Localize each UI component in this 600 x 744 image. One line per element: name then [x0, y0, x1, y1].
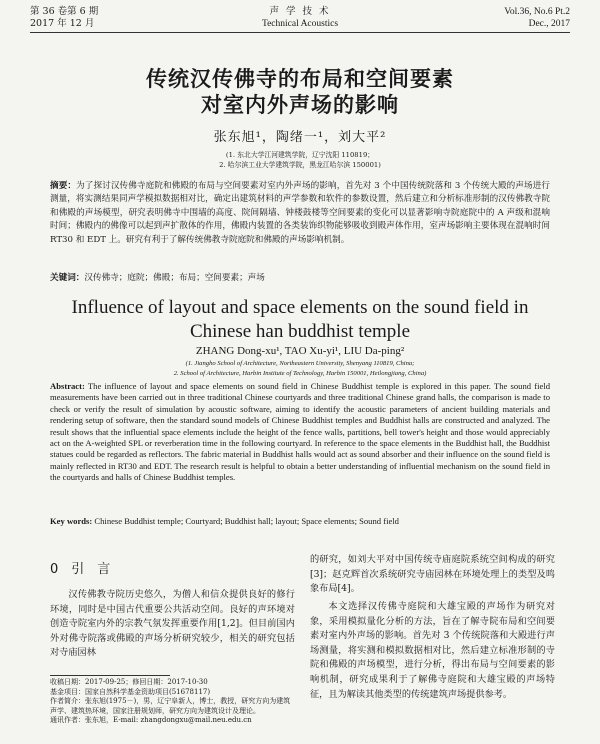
journal-title-cn: 声 学 技 术 [269, 6, 331, 17]
abstract-en-text: The influence of layout and space elements on sound field in Chinese Buddhist temple is explored in this paper. The sound field measurements have been carried out in three traditional Chinese courtyards and three traditional Chinese grand halls, the comparison is made to check or verify the result of simulation by acoustic software, aiming to identify the acoustic parameters of ancient building materials and rendering setup of software, then the standard sound models of Chinese Buddhist temples and Buddhist halls are constructed and analyzed. The result shows that the influential space elements include the height of the fence walls, partitions, bell tower's height and those would appreciably act on the A-weighted SPL or reverberation time in the following courtyard. In reference to the space elements in the Buddhist hall, the Buddhist statues could be regarded as reflectors. The fabric material in Buddhist halls would act as sound absorber and their influence on the sound field is mainly reflected in RT30 and EDT. The research result is helpful to obtain a better understanding of influential mechanism on the sound field in the courtyards and halls of Chinese Buddhist temples. [50, 381, 551, 483]
issue-date: 2017 年 12 月 [30, 18, 95, 29]
title-cn-line2: 对室内外声场的影响 [201, 93, 399, 117]
paper-title-en [0, 296, 600, 344]
intro-paragraph-right-1: 的研究，如刘大平对中国传统寺庙庭院系统空间构成的研究[3]；赵克辉首次系统研究寺庙园林在环境处理上的类型及鸣象布局[4]。 [310, 554, 555, 595]
authors-cn: 张东旭¹，陶绪一¹，刘大平² [213, 130, 387, 145]
date-en: Dec., 2017 [528, 19, 570, 29]
affiliations-cn [0, 150, 600, 170]
keywords-en-text: Chinese Buddhist temple; Courtyard; Buddhist hall; layout; Space elements; Sound field [94, 516, 399, 526]
issue-volume: 第 36 卷第 6 期 [30, 6, 99, 17]
intro-paragraph-right-2: 本文选择汉传佛寺庭院和大雄宝殿的声场作为研究对象，采用模拟量化分析的方法，旨在了解寺院布局和空间要素对室内外声场的影响。首先对 3 个传统院落和大殿进行声场测量，将实测和模拟数据相对比，然后建立标准形制的寺院和佛殿的声场模型，进行分析，得出布局与空间要素的影响机制，研究成果利于了解佛寺庭院和大雄宝殿的声场特征，且为解读其他类型的传统建筑声场提供参考。 [310, 601, 555, 700]
footnote-corresponding-author: 通讯作者：张东旭，E-mail: zhangdongxu@mail.neu.edu.cn [50, 716, 252, 725]
title-en-line2: Chinese han buddhist temple [189, 321, 411, 342]
affiliation-cn-1: (1. 东北大学江河建筑学院，辽宁沈阳 110819； [225, 151, 375, 159]
affiliation-en-1: (1. Jiangho School of Architecture, Northeastern University, Shenyang 110819, China; [185, 360, 415, 367]
section-heading-introduction: 0 引 言 [50, 562, 111, 577]
affiliation-en-2: 2. School of Architecture, Harbin Institute of Technology, Harbin 150001, Heilongjiang, China) [173, 369, 427, 377]
footnote-received: 收稿日期：2017-09-25；修回日期：2017-10-30 [50, 678, 208, 686]
abstract-cn-text: 为了探讨汉传佛寺庭院和佛殿的布局与空间要素对室内外声场的影响，首先对 3 个中国传统院落和 3 个传统大殿的声场进行测量，将实测结果同声学模拟数据相对比，确定出建筑材料的声学参数和软件的参数设置，然后建立和分析标准形制的汉传佛教寺院和佛殿的声场模型，研究表明佛寺中围墙的高度、院间隔墙、钟楼鼓楼等空间要素的变化可以显著影响寺院庭院中的 A 声级和混响时间；佛殿内的佛像可以起到声扩散体的作用，佛殿内装置的各类装饰织物能够吸收到殿声体作用，室声场影响主要体现在混响时间 RT30 和 EDT 上。研究有利于了解传统佛教寺院庭院和佛殿的声场影响机制。 [50, 181, 550, 245]
paper-title-cn [0, 66, 600, 118]
title-en-line1: Influence of layout and space elements on the sound field in [71, 297, 529, 318]
header-right [504, 6, 570, 30]
keywords-en [50, 516, 550, 527]
affiliations-en [0, 359, 600, 378]
keywords-cn-label: 关键词： [50, 273, 85, 283]
footnote-rule [50, 675, 170, 676]
volume-en: Vol.36, No.6 Pt.2 [504, 7, 570, 17]
abstract-en [50, 381, 550, 484]
footnote-funding: 基金项目：国家自然科学基金资助项目(51678117) [50, 687, 211, 696]
header-rule [30, 32, 570, 33]
intro-paragraph-left: 汉传佛教寺院历史悠久，为僧人和信众提供良好的修行环境，同时是中国古代重要公共活动空间。良好的声环境对创造寺院室内外的宗教气氛发挥重要作用[1,2]。但目前国内外对佛寺院落或佛殿的声场分析研究较少，相关的研究包括对寺庙园林 [50, 589, 295, 659]
keywords-cn [50, 272, 550, 285]
title-cn-line1: 传统汉传佛寺的布局和空间要素 [146, 67, 454, 91]
abstract-cn-label: 摘要： [50, 181, 77, 191]
footnotes [50, 678, 295, 726]
abstract-cn [50, 180, 550, 247]
affiliation-cn-2: 2. 哈尔滨工业大学建筑学院，黑龙江哈尔滨 150001) [219, 161, 381, 169]
footnote-author-bio: 作者简介：张东旭(1975－)，男，辽宁阜新人，博士，教授，研究方向为建筑声学、建筑热环境，国家注册规划师，研究方向为建筑设计及理论。 [50, 697, 291, 715]
abstract-en-label: Abstract: [50, 381, 85, 391]
keywords-cn-text: 汉传佛寺；庭院；佛殿；布局；空间要素；声场 [84, 273, 265, 283]
journal-title-en: Technical Acoustics [261, 19, 339, 29]
authors-en: ZHANG Dong-xu¹, TAO Xu-yi¹, LIU Da-ping² [195, 345, 405, 357]
keywords-en-label: Key words: [50, 516, 93, 526]
